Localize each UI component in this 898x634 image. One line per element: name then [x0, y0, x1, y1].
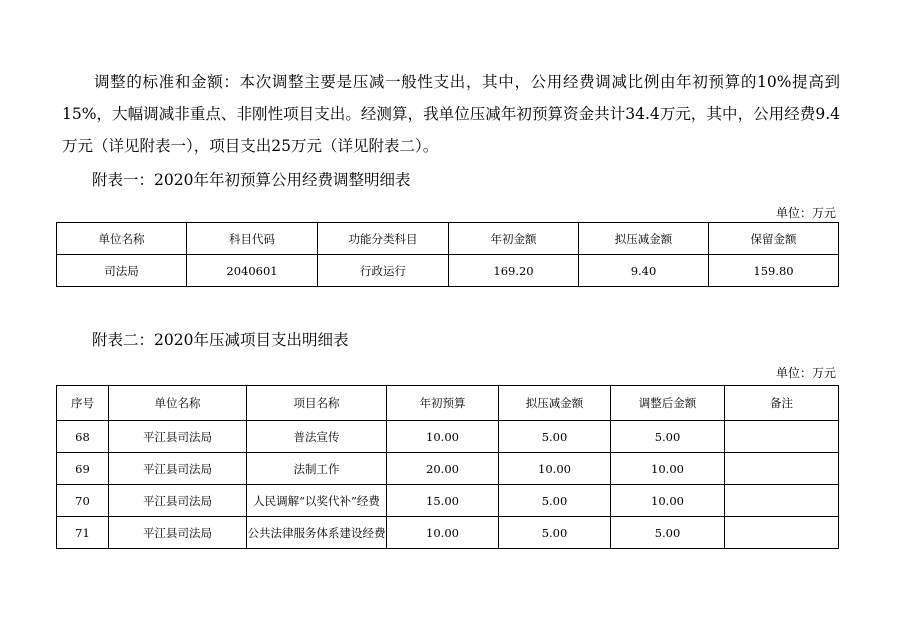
table-cell: 70: [57, 485, 109, 517]
table-cell: [725, 453, 839, 485]
body-paragraph: [62, 66, 840, 162]
table-header-row: [57, 386, 839, 421]
table-cell: 5.00: [611, 517, 725, 549]
table-cell: 10.00: [387, 421, 499, 453]
table-cell: 10.00: [499, 453, 611, 485]
column-header: 调整后金额: [611, 386, 725, 421]
table-cell: 普法宣传: [247, 421, 387, 453]
paragraph-text: 调整的标准和金额：本次调整主要是压减一般性支出，其中，公用经费调减比例由年初预算的10%提高到15%，大幅调减非重点、非刚性项目支出。经测算，我单位压减年初预算资金共计34.4万元，其中，公用经费9.4万元（详见附表一），项目支出25万元（详见附表二）。: [62, 73, 840, 155]
table-cell: [725, 485, 839, 517]
table-row: [57, 517, 839, 549]
table1-unit: 单位：万元: [775, 206, 836, 220]
table-cell: 9.40: [579, 255, 709, 287]
table-cell: 10.00: [611, 453, 725, 485]
column-header: 序号: [57, 386, 109, 421]
table-cell: 法制工作: [247, 453, 387, 485]
column-header: 年初预算: [387, 386, 499, 421]
project-reduction-table: [56, 385, 839, 549]
table-cell: 68: [57, 421, 109, 453]
table-cell: 20.00: [387, 453, 499, 485]
table-cell: [725, 517, 839, 549]
column-header: 拟压减金额: [499, 386, 611, 421]
table2-unit: 单位：万元: [775, 366, 836, 380]
column-header: 功能分类科目: [318, 223, 449, 255]
table-cell: 10.00: [387, 517, 499, 549]
table-cell: 5.00: [499, 485, 611, 517]
table-cell: 平江县司法局: [109, 453, 247, 485]
table-cell: 5.00: [499, 421, 611, 453]
table-cell: 行政运行: [318, 255, 449, 287]
table-cell: 15.00: [387, 485, 499, 517]
column-header: 保留金额: [709, 223, 839, 255]
table-row: [57, 453, 839, 485]
table-cell: 69: [57, 453, 109, 485]
table-row: [57, 255, 839, 287]
table-row: [57, 421, 839, 453]
column-header: 年初金额: [449, 223, 579, 255]
table-cell: 71: [57, 517, 109, 549]
table-cell: 人民调解“以奖代补”经费: [247, 485, 387, 517]
table-cell: 5.00: [499, 517, 611, 549]
table-cell: 平江县司法局: [109, 421, 247, 453]
table-cell: [725, 421, 839, 453]
column-header: 单位名称: [109, 386, 247, 421]
table-cell: 169.20: [449, 255, 579, 287]
column-header: 拟压减金额: [579, 223, 709, 255]
column-header: 项目名称: [247, 386, 387, 421]
table-row: [57, 485, 839, 517]
table2-caption: 附表二：2020年压减项目支出明细表: [92, 331, 349, 349]
table-cell: 10.00: [611, 485, 725, 517]
column-header: 科目代码: [187, 223, 318, 255]
table-cell: 司法局: [57, 255, 187, 287]
table-cell: 公共法律服务体系建设经费: [247, 517, 387, 549]
table1-caption: 附表一：2020年年初预算公用经费调整明细表: [92, 171, 411, 189]
table-cell: 平江县司法局: [109, 485, 247, 517]
table-header-row: [57, 223, 839, 255]
table-cell: 平江县司法局: [109, 517, 247, 549]
table-cell: 2040601: [187, 255, 318, 287]
table-cell: 159.80: [709, 255, 839, 287]
table-cell: 5.00: [611, 421, 725, 453]
budget-adjustment-table: [56, 222, 839, 287]
column-header: 单位名称: [57, 223, 187, 255]
column-header: 备注: [725, 386, 839, 421]
